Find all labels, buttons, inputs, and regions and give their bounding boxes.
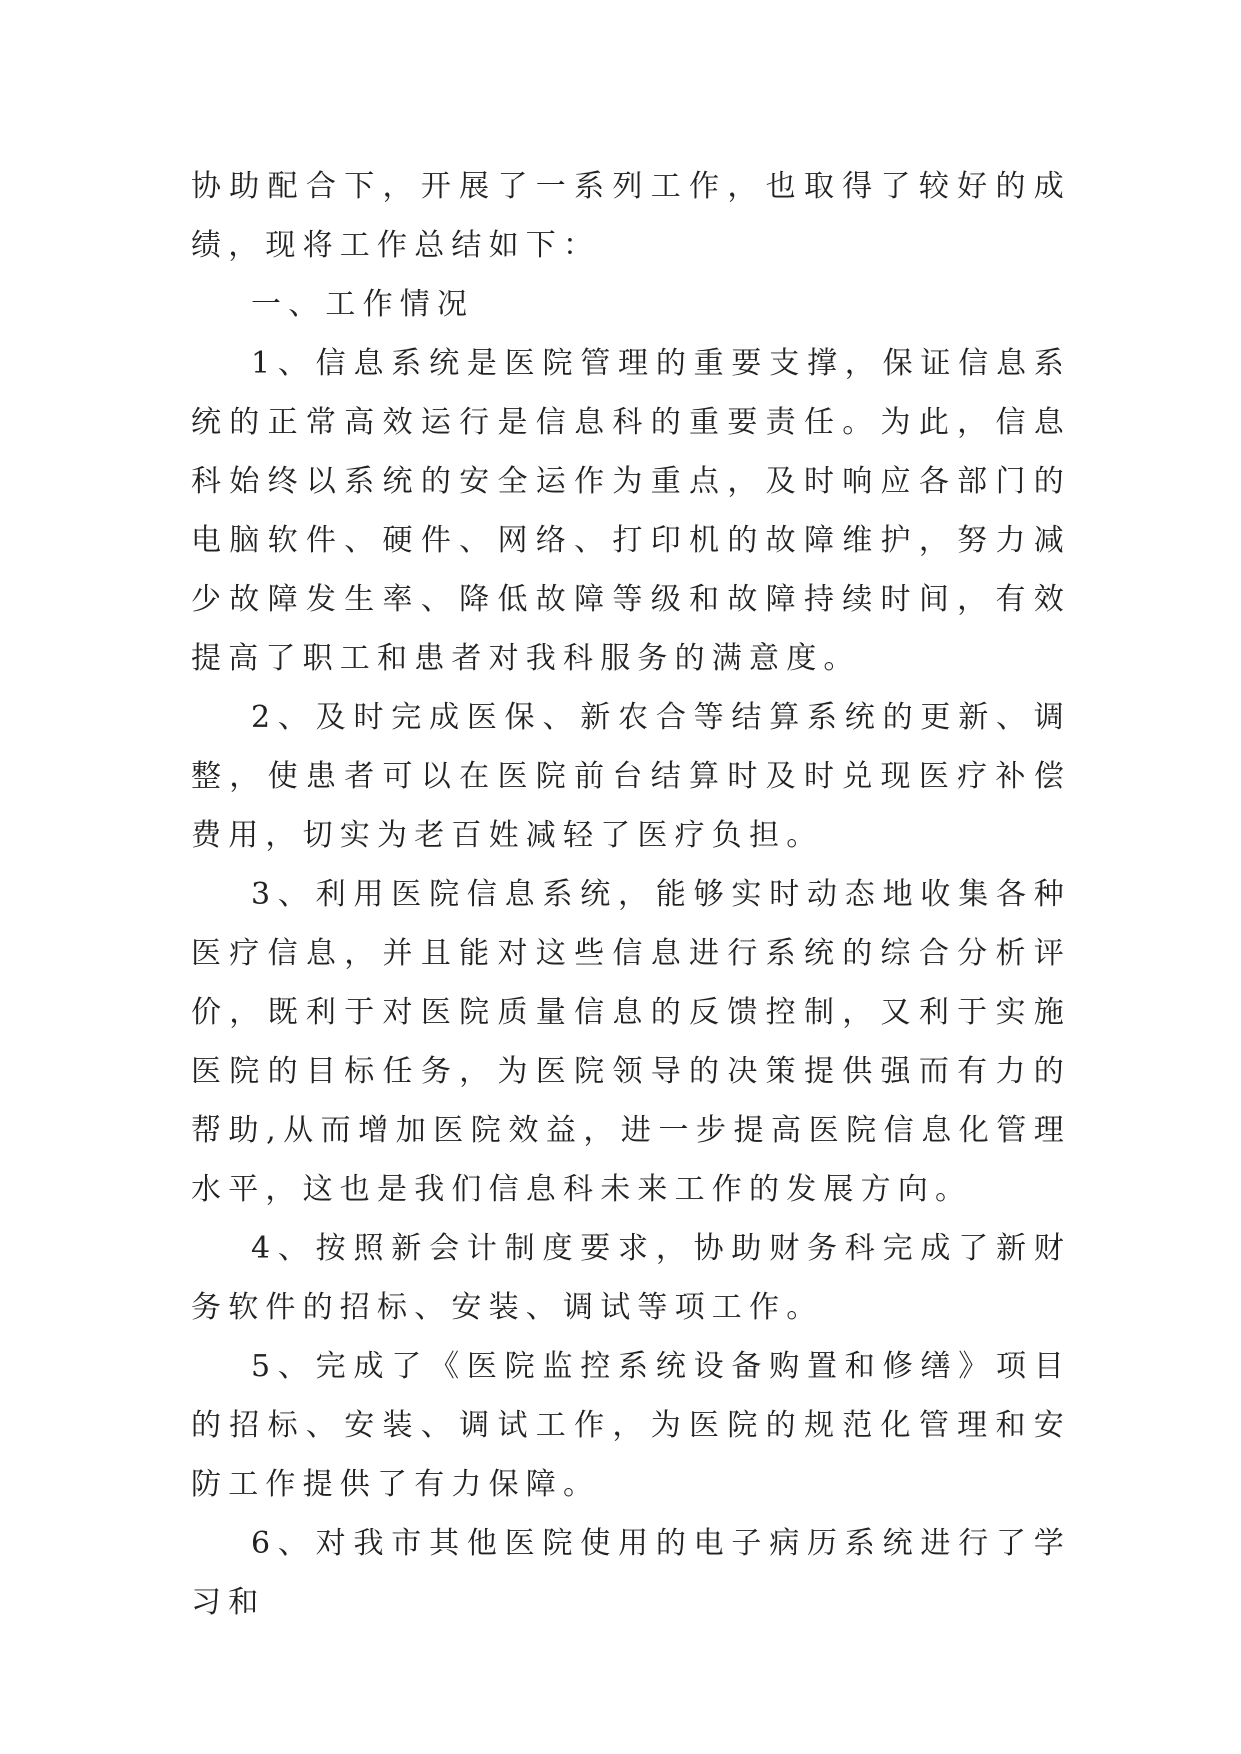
document-body xyxy=(191,157,1071,1632)
paragraph-item-4: 4、按照新会计制度要求，协助财务科完成了新财务软件的招标、安装、调试等项工作。 xyxy=(191,1231,1071,1325)
paragraph-item-3: 3、利用医院信息系统，能够实时动态地收集各种医疗信息，并且能对这些信息进行系统的综合分析评价，既利于对医院质量信息的反馈控制，又利于实施医院的目标任务，为医院领导的决策提供强而有力的帮助,从而增加医院效益，进一步提高医院信息化管理水平，这也是我们信息科未来工作的发展方向。 xyxy=(191,877,1071,1207)
section-heading-work-status: 一、工作情况 xyxy=(251,287,475,322)
paragraph-item-5: 5、完成了《医院监控系统设备购置和修缮》项目的招标、安装、调试工作，为医院的规范化管理和安防工作提供了有力保障。 xyxy=(191,1349,1071,1502)
paragraph-item-1: 1、信息系统是医院管理的重要支撑，保证信息系统的正常高效运行是信息科的重要责任。为此，信息科始终以系统的安全运作为重点，及时响应各部门的电脑软件、硬件、网络、打印机的故障维护，努力减少故障发生率、降低故障等级和故障持续时间，有效提高了职工和患者对我科服务的满意度。 xyxy=(191,346,1071,676)
paragraph-intro-continuation: 协助配合下，开展了一系列工作，也取得了较好的成绩，现将工作总结如下： xyxy=(191,169,1071,263)
paragraph-item-2: 2、及时完成医保、新农合等结算系统的更新、调整，使患者可以在医院前台结算时及时兑现医疗补偿费用，切实为老百姓减轻了医疗负担。 xyxy=(191,700,1071,853)
paragraph-item-6: 6、对我市其他医院使用的电子病历系统进行了学习和 xyxy=(191,1526,1071,1620)
